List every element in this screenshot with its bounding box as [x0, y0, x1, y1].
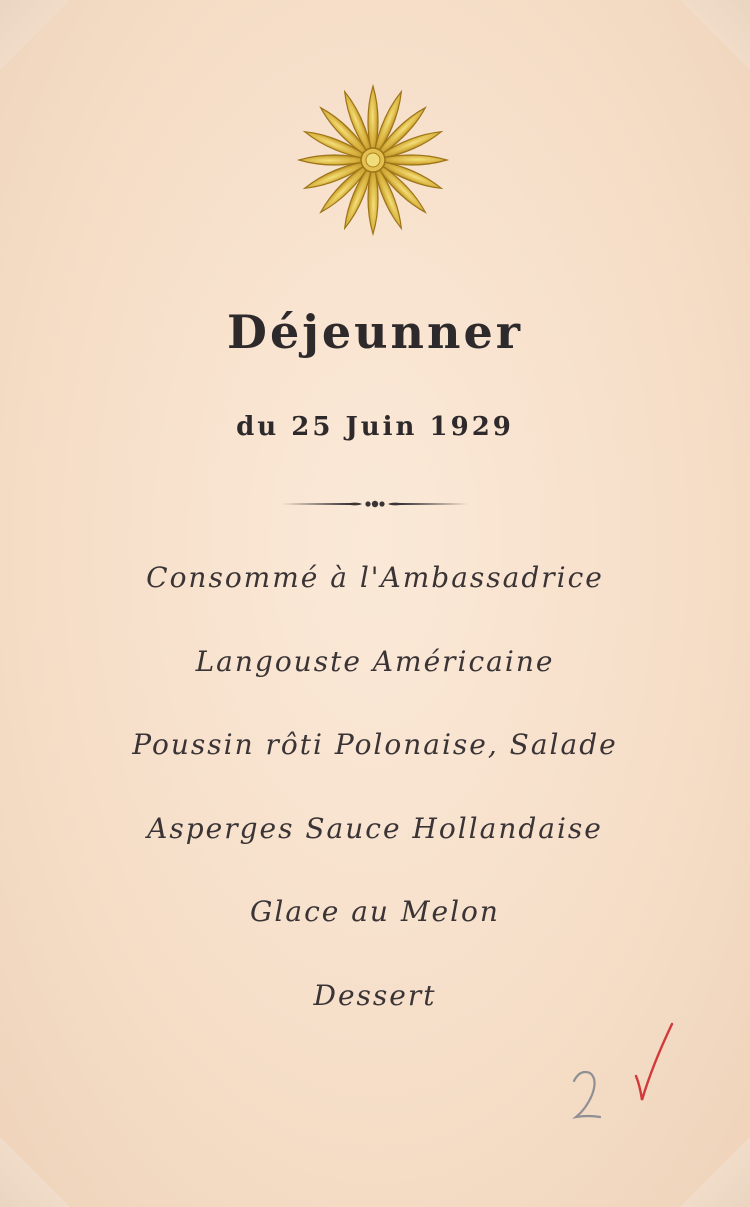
photo-corner-top-left — [0, 0, 70, 70]
course-item: Asperges Sauce Hollandaise — [147, 811, 603, 845]
menu-title: Déjeunner — [227, 305, 523, 359]
photo-corner-bottom-left — [0, 1137, 70, 1207]
ornamental-divider — [280, 494, 470, 514]
red-checkmark-icon — [630, 1020, 675, 1105]
course-item: Glace au Melon — [250, 895, 500, 928]
course-item: Langouste Américaine — [195, 644, 555, 678]
course-item: Poussin rôti Polonaise, Salade — [132, 728, 618, 761]
pencil-annotation — [566, 1065, 606, 1125]
chrysanthemum-crest-icon — [293, 80, 453, 240]
course-item: Dessert — [313, 978, 437, 1012]
menu-date: du 25 Juin 1929 — [236, 412, 514, 442]
photo-corner-top-right — [680, 0, 750, 70]
photo-corner-bottom-right — [680, 1137, 750, 1207]
menu-course-list — [0, 555, 750, 1056]
course-item: Consommé à l'Ambassadrice — [146, 561, 604, 594]
